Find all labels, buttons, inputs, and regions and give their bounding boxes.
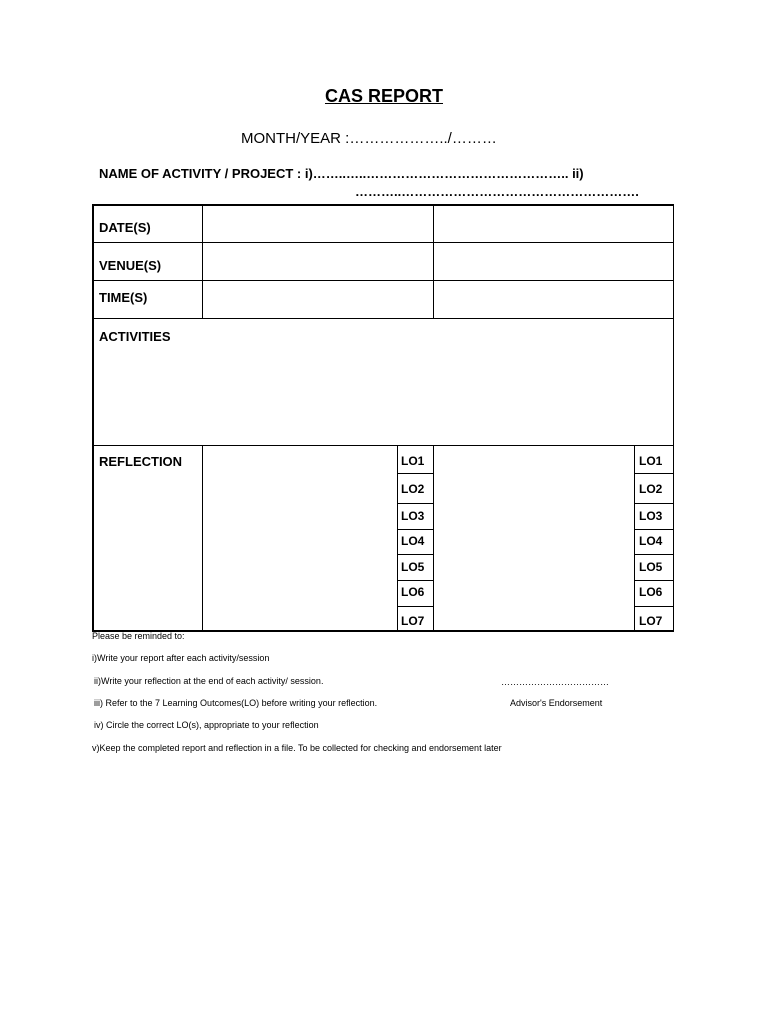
notes-heading: Please be reminded to:	[92, 631, 185, 641]
column-divider	[433, 204, 434, 318]
row-divider	[92, 280, 674, 281]
row-label-venues: VENUE(S)	[99, 258, 162, 273]
lo-label-left: LO4	[401, 534, 425, 548]
lo-label-right: LO4	[639, 534, 663, 548]
lo-divider	[397, 473, 434, 474]
lo-label-left: LO3	[401, 509, 425, 523]
row-label-activities: ACTIVITIES	[99, 329, 171, 344]
row-label-dates: DATE(S)	[99, 220, 151, 235]
lo-label-left: LO7	[401, 614, 425, 628]
column-divider	[202, 204, 203, 318]
lo-divider	[397, 606, 434, 607]
note-item: iv) Circle the correct LO(s), appropriate to your reflection	[94, 720, 319, 730]
row-divider	[92, 242, 674, 243]
lo-divider	[634, 580, 674, 581]
lo-divider	[634, 503, 674, 504]
column-divider	[433, 445, 434, 631]
lo-divider	[634, 529, 674, 530]
column-divider	[397, 445, 398, 631]
column-divider	[634, 445, 635, 631]
row-label-reflection: REFLECTION	[99, 454, 183, 469]
lo-label-right: LO6	[639, 585, 663, 599]
lo-label-left: LO5	[401, 560, 425, 574]
lo-divider	[397, 554, 434, 555]
table-right-border	[673, 204, 674, 632]
row-divider	[92, 445, 674, 446]
lo-label-right: LO1	[639, 454, 663, 468]
row-divider	[92, 318, 674, 319]
lo-divider	[634, 473, 674, 474]
lo-divider	[634, 554, 674, 555]
lo-divider	[634, 606, 674, 607]
lo-label-right: LO2	[639, 482, 663, 496]
lo-label-right: LO3	[639, 509, 663, 523]
lo-label-left: LO2	[401, 482, 425, 496]
row-label-times: TIME(S)	[99, 290, 148, 305]
lo-label-right: LO7	[639, 614, 663, 628]
lo-label-right: LO5	[639, 560, 663, 574]
activity-name-line-1: NAME OF ACTIVITY / PROJECT : i)……..…..……………………………………….. ii)	[99, 166, 584, 181]
page-title: CAS REPORT	[324, 86, 443, 106]
month-year-field: MONTH/YEAR :………………../………	[241, 130, 497, 147]
advisor-signature-line: ………………………………	[501, 677, 609, 687]
note-item: ii)Write your reflection at the end of each activity/ session.	[94, 676, 324, 686]
lo-label-left: LO1	[401, 454, 425, 468]
table-top-border	[92, 204, 674, 206]
lo-divider	[397, 503, 434, 504]
table-left-border	[92, 204, 94, 632]
activity-name-line-2: ………..……………………………………………….	[355, 184, 639, 199]
note-item: i)Write your report after each activity/session	[92, 653, 270, 663]
note-item: iii) Refer to the 7 Learning Outcomes(LO) before writing your reflection.	[94, 698, 378, 708]
note-item: v)Keep the completed report and reflection in a file. To be collected for checking and endorsement later	[92, 743, 502, 753]
column-divider	[202, 445, 203, 631]
lo-divider	[397, 580, 434, 581]
lo-label-left: LO6	[401, 585, 425, 599]
lo-divider	[397, 529, 434, 530]
advisor-endorsement-label: Advisor's Endorsement	[510, 698, 603, 708]
